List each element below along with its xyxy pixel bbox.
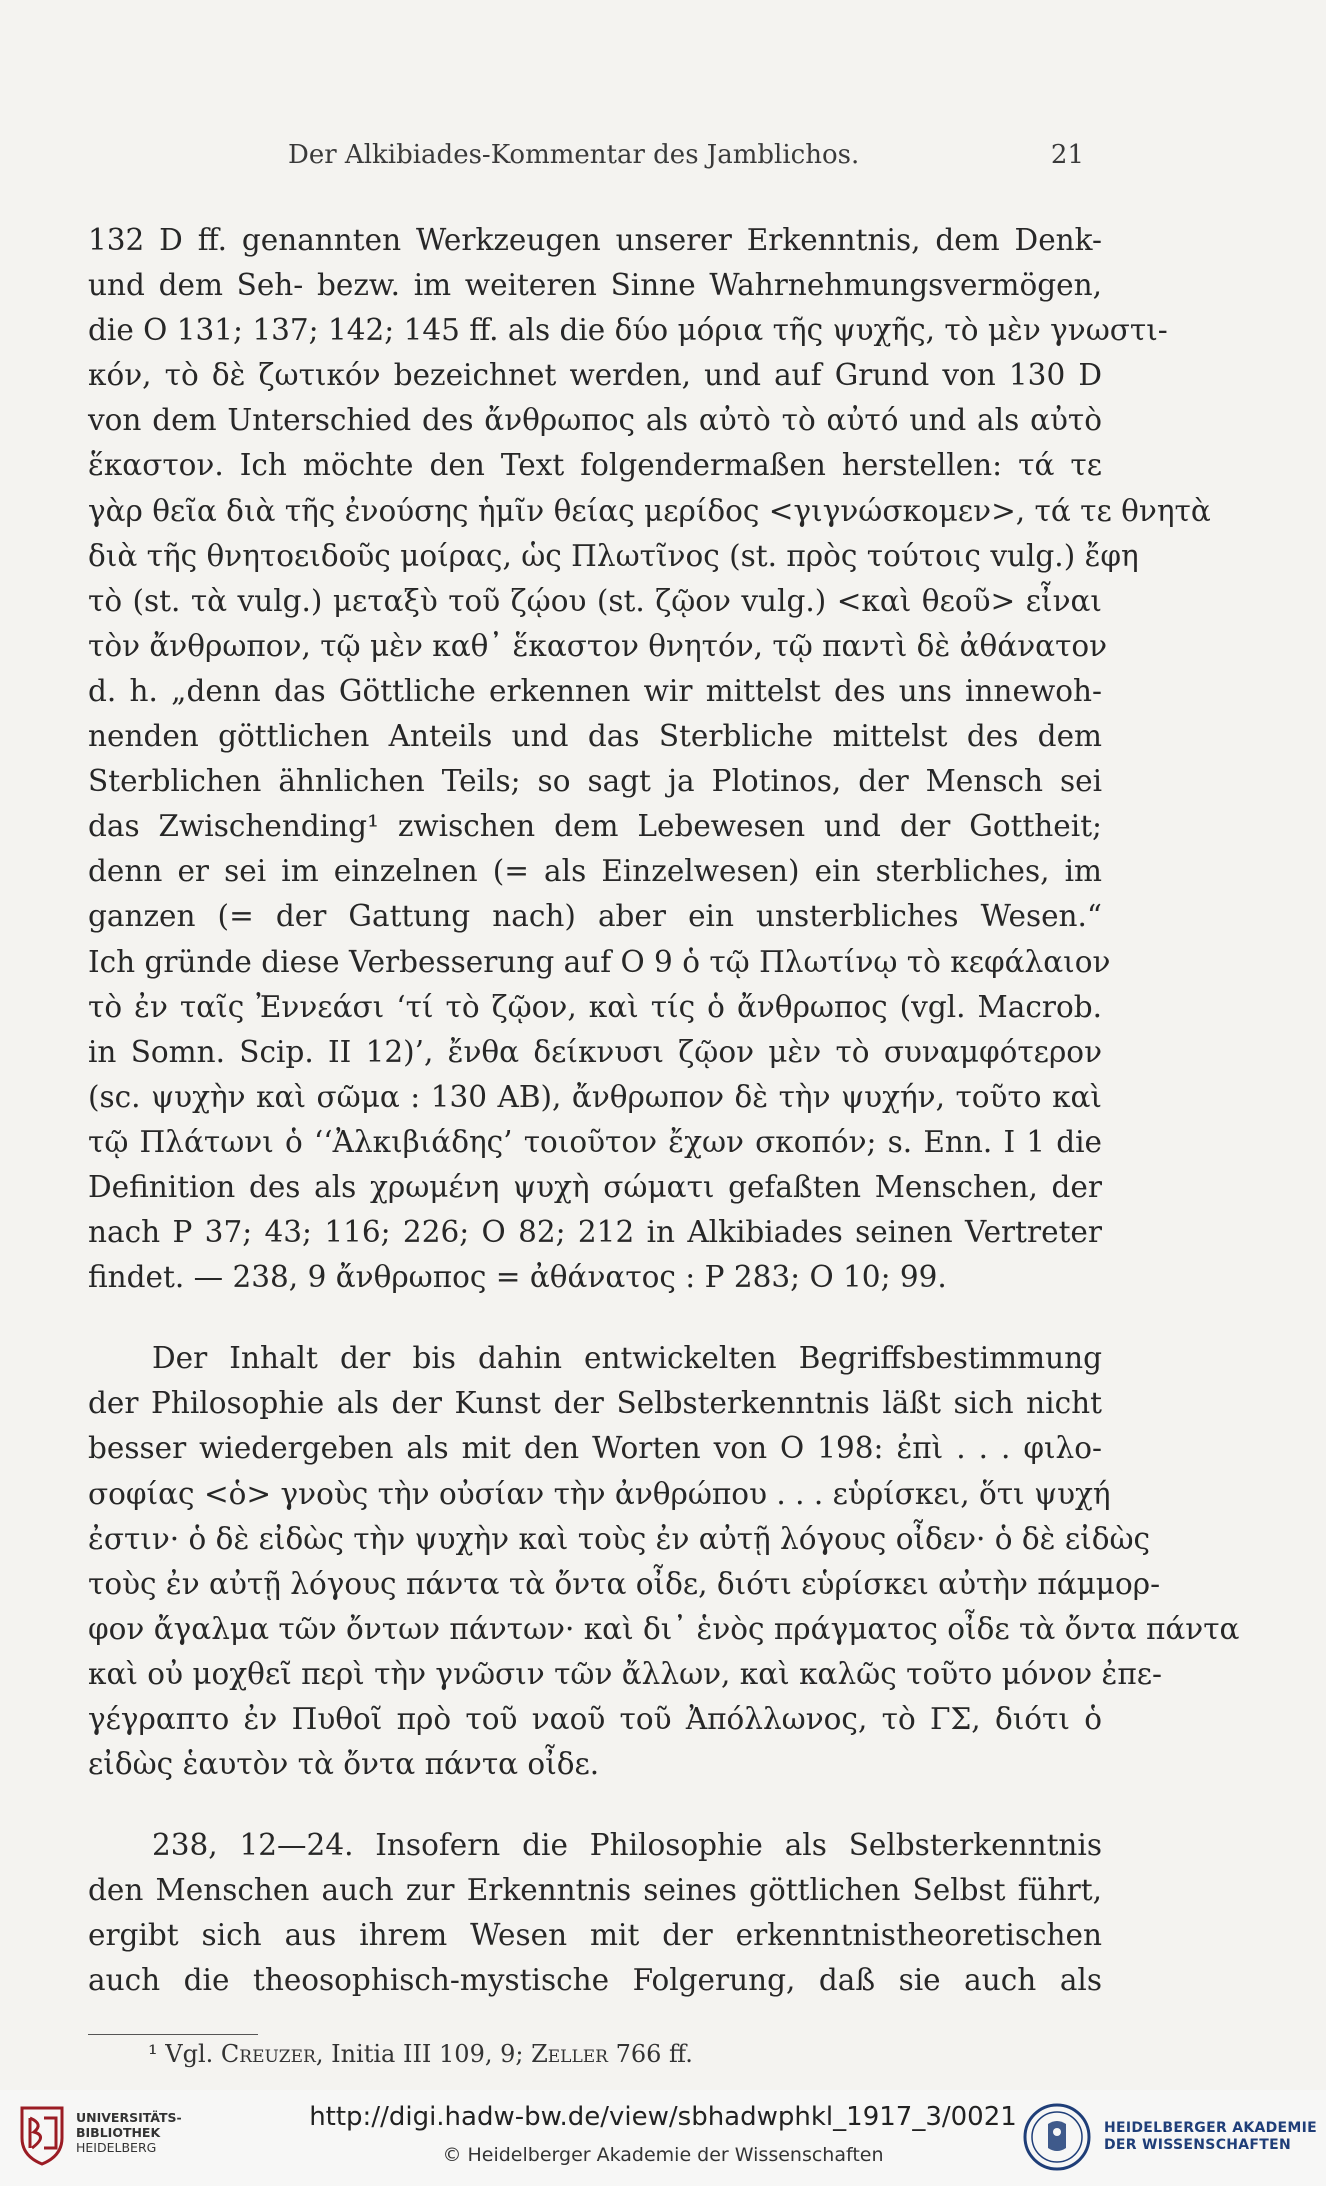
footnote-author-creuzer: Creuzer (220, 2040, 316, 2068)
text-line: nenden göttlichen Anteils und das Sterbliche mittelst des dem (88, 719, 1102, 754)
paragraph-1 (88, 218, 1211, 1300)
paragraph-3 (88, 1823, 1102, 2003)
text-line: γὰρ θεῖα διὰ τῆς ἐνούσης ἡμῖν θείας μερίδος <γιγνώσκομεν>, τά τε θνητὰ (88, 493, 1211, 528)
text-line: Definition des als χρωμένη ψυχὴ σώματι gefaßten Menschen, der (88, 1169, 1102, 1204)
text-line: und dem Seh- bezw. im weiteren Sinne Wahrnehmungsvermögen, (88, 268, 1102, 303)
text-line: κόν, τὸ δὲ ζωτικόν bezeichnet werden, und auf Grund von 130 D (88, 358, 1102, 393)
paragraph-2 (88, 1336, 1240, 1787)
text-line: besser wiedergeben als mit den Worten von O 198: ἐπὶ . . . φιλο- (88, 1431, 1102, 1466)
text-line: 132 D ff. genannten Werkzeugen unserer Erkenntnis, dem Denk- (88, 223, 1102, 257)
page-number: 21 (1050, 140, 1084, 170)
text-line: d. h. „denn das Göttliche erkennen wir mittelst des uns innewoh- (88, 673, 1102, 708)
academy-seal-icon (1022, 2102, 1092, 2172)
footnote-text-before: Vgl. (165, 2040, 221, 2068)
text-line: das Zwischending¹ zwischen dem Lebewesen und der Gottheit; (88, 809, 1102, 844)
text-line: den Menschen auch zur Erkenntnis seines göttlichen Selbst führt, (88, 1873, 1102, 1908)
text-line: in Somn. Scip. II 12)’, ἔνθα δείκνυσι ζῷον μὲν τὸ συναμφότερον (88, 1034, 1102, 1069)
text-line: Sterblichen ähnlichen Teils; so sagt ja Plotinos, der Mensch sei (88, 764, 1102, 799)
footnote-text-after: 766 ff. (607, 2040, 693, 2068)
text-line: die O 131; 137; 142; 145 ff. als die δύο μόρια τῆς ψυχῆς, τὸ μὲν γνωστι- (88, 313, 1168, 348)
text-line: ganzen (= der Gattung nach) aber ein unsterbliches Wesen.“ (88, 899, 1102, 934)
university-library-name: UNIVERSITÄTS- BIBLIOTHEK HEIDELBERG (76, 2110, 182, 2155)
text-line: φον ἄγαλμα τῶν ὄντων πάντων· καὶ δι᾽ ἑνὸς πράγματος οἶδε τὰ ὄντα πάντα (88, 1611, 1240, 1646)
text-line: εἰδὼς ἑαυτὸν τὰ ὄντα πάντα οἶδε. (88, 1747, 600, 1782)
running-head-title: Der Alkibiades-Kommentar des Jamblichos. (288, 140, 860, 170)
copyright-notice: © Heidelberger Akademie der Wissenschaften (442, 2144, 884, 2166)
text-line: von dem Unterschied des ἄνθρωπος als αὐτὸ τὸ αὐτό und als αὐτὸ (88, 403, 1102, 438)
text-line: καὶ οὐ μοχθεῖ περὶ τὴν γνῶσιν τῶν ἄλλων, καὶ καλῶς τοῦτο μόνον ἐπε- (88, 1656, 1162, 1691)
footnote-author-zeller: Zeller (531, 2040, 608, 2068)
text-line: ergibt sich aus ihrem Wesen mit der erkenntnistheoretischen (88, 1918, 1102, 1953)
text-line: τὸ ἐν ταῖς Ἐννεάσι ‘τί τὸ ζῷον, καὶ τίς ὁ ἄνθρωπος (vgl. Macrob. (88, 989, 1102, 1024)
text-line: denn er sei im einzelnen (= als Einzelwesen) ein sterbliches, im (88, 854, 1102, 889)
academy-name: HEIDELBERGER AKADEMIE DER WISSENSCHAFTEN (1104, 2120, 1318, 2153)
text-line: τῷ Πλάτωνι ὁ ‘‘Ἀλκιβιάδης’ τοιοῦτον ἔχων σκοπόν; s. Enn. I 1 die (88, 1124, 1102, 1159)
text-line: 238, 12—24. Insofern die Philosophie als Selbsterkenntnis (152, 1828, 1102, 1863)
text-line: τὸ (st. τὰ vulg.) μεταξὺ τοῦ ζῴου (st. ζῷον vulg.) <καὶ θεοῦ> εἶναι (88, 583, 1102, 618)
footnote-rule (88, 2034, 258, 2035)
text-line: der Philosophie als der Kunst der Selbsterkenntnis läßt sich nicht (88, 1386, 1102, 1421)
text-line: σοφίας <ὁ> γνοὺς τὴν οὐσίαν τὴν ἀνθρώπου . . . εὑρίσκει, ὅτι ψυχή (88, 1476, 1111, 1511)
text-line: τοὺς ἐν αὐτῇ λόγους πάντα τὰ ὄντα οἶδε, διότι εὑρίσκει αὐτὴν πάμμορ- (88, 1566, 1161, 1601)
text-line: auch die theosophisch-mystische Folgerung, daß sie auch als (88, 1963, 1102, 1998)
text-line: ἐστιν· ὁ δὲ εἰδὼς τὴν ψυχὴν καὶ τοὺς ἐν αὐτῇ λόγους οἶδεν· ὁ δὲ εἰδὼς (88, 1521, 1151, 1556)
text-line: ἕκαστον. Ich möchte den Text folgendermaßen herstellen: τά τε (88, 448, 1102, 483)
text-line: nach P 37; 43; 116; 226; O 82; 212 in Alkibiades seinen Vertreter (88, 1215, 1102, 1250)
text-line: (sc. ψυχὴν καὶ σῶμα : 130 AB), ἄνθρωπον δὲ τὴν ψυχήν, τοῦτο καὶ (88, 1079, 1102, 1114)
viewer-footer (0, 2090, 1326, 2186)
permalink-url[interactable]: http://digi.hadw-bw.de/view/sbhadwphkl_1917_3/0021 (309, 2102, 1017, 2132)
text-line: Ich gründe diese Verbesserung auf O 9 ὁ τῷ Πλωτίνῳ τὸ κεφάλαιον (88, 944, 1111, 979)
footnote-marker: ¹ (148, 2040, 158, 2068)
text-line: γέγραπτο ἐν Πυθοῖ πρὸ τοῦ ναοῦ τοῦ Ἀπόλλωνος, τὸ ΓΣ, διότι ὁ (88, 1702, 1102, 1736)
footnote (148, 2040, 693, 2068)
text-line: τὸν ἄνθρωπον, τῷ μὲν καθ᾽ ἕκαστον θνητόν, τῷ παντὶ δὲ ἀθάνατον (88, 628, 1108, 663)
text-line: Der Inhalt der bis dahin entwickelten Begriffsbestimmung (152, 1341, 1102, 1376)
text-line: findet. — 238, 9 ἄνθρωπος = ἀθάνατος : P 283; O 10; 99. (88, 1260, 947, 1295)
footnote-text-mid: , Initia III 109, 9; (315, 2040, 532, 2068)
body-text (88, 218, 1240, 2004)
text-line: διὰ τῆς θνητοειδοῦς μοίρας, ὡς Πλωτῖνος (st. πρὸς τούτοις vulg.) ἔφη (88, 538, 1139, 573)
